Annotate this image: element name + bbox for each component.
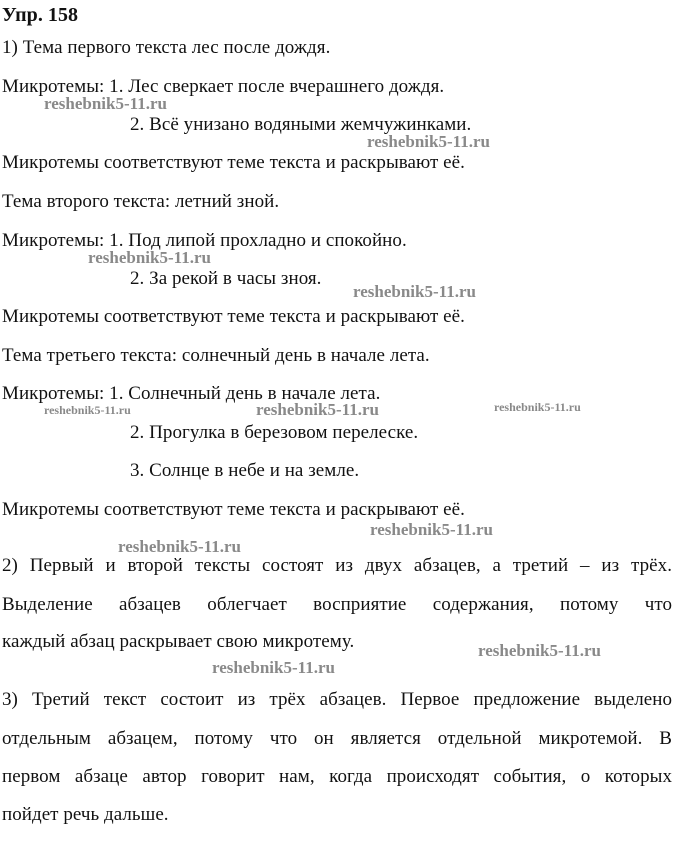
answer-line-17: 3) Третий текст состоит из трёх абзацев. Первое предложение выделено	[2, 689, 672, 710]
answer-line-4: Микротемы соответствуют теме текста и раскрывают её.	[2, 152, 465, 173]
answer-line-6: Микротемы: 1. Под липой прохладно и спокойно.	[2, 230, 407, 251]
answer-line-14: 2) Первый и второй тексты состоят из двух абзацев, а третий – из трёх.	[2, 555, 672, 576]
watermark: reshebnik5-11.ru	[353, 282, 476, 301]
answer-line-20: пойдет речь дальше.	[2, 804, 169, 825]
answer-line-9: Тема третьего текста: солнечный день в начале лета.	[2, 345, 430, 366]
answer-line-5: Тема второго текста: летний зной.	[2, 191, 280, 212]
watermark: reshebnik5-11.ru	[367, 132, 490, 151]
answer-line-7: 2. За рекой в часы зноя.	[130, 268, 322, 289]
watermark: reshebnik5-11.ru	[494, 400, 581, 414]
watermark: reshebnik5-11.ru	[212, 658, 335, 677]
answer-line-12: 3. Солнце в небе и на земле.	[130, 460, 360, 481]
answer-line-2: Микротемы: 1. Лес сверкает после вчерашнего дождя.	[2, 76, 445, 97]
answer-line-13: Микротемы соответствуют теме текста и раскрывают её.	[2, 499, 465, 520]
watermark: reshebnik5-11.ru	[118, 537, 241, 556]
watermark: reshebnik5-11.ru	[370, 520, 493, 539]
watermark: reshebnik5-11.ru	[44, 403, 131, 417]
answer-line-19: первом абзаце автор говорит нам, когда происходят события, о которых	[2, 766, 672, 787]
answer-line-18: отдельным абзацем, потому что он является отдельной микротемой. В	[2, 728, 672, 749]
answer-line-1: 1) Тема первого текста лес после дождя.	[2, 37, 331, 58]
answer-line-16: каждый абзац раскрывает свою микротему.	[2, 631, 355, 652]
answer-line-3: 2. Всё унизано водяными жемчужинками.	[130, 114, 472, 135]
watermark: reshebnik5-11.ru	[88, 248, 211, 267]
answer-line-11: 2. Прогулка в березовом перелеске.	[130, 422, 419, 443]
answer-line-10: Микротемы: 1. Солнечный день в начале лета.	[2, 383, 381, 404]
answer-line-15: Выделение абзацев облегчает восприятие содержания, потому что	[2, 594, 672, 615]
page-title: Упр. 158	[2, 4, 79, 26]
answer-line-8: Микротемы соответствуют теме текста и раскрывают её.	[2, 306, 465, 327]
watermark: reshebnik5-11.ru	[478, 641, 601, 660]
watermark: reshebnik5-11.ru	[256, 400, 379, 419]
watermark: reshebnik5-11.ru	[44, 94, 167, 113]
